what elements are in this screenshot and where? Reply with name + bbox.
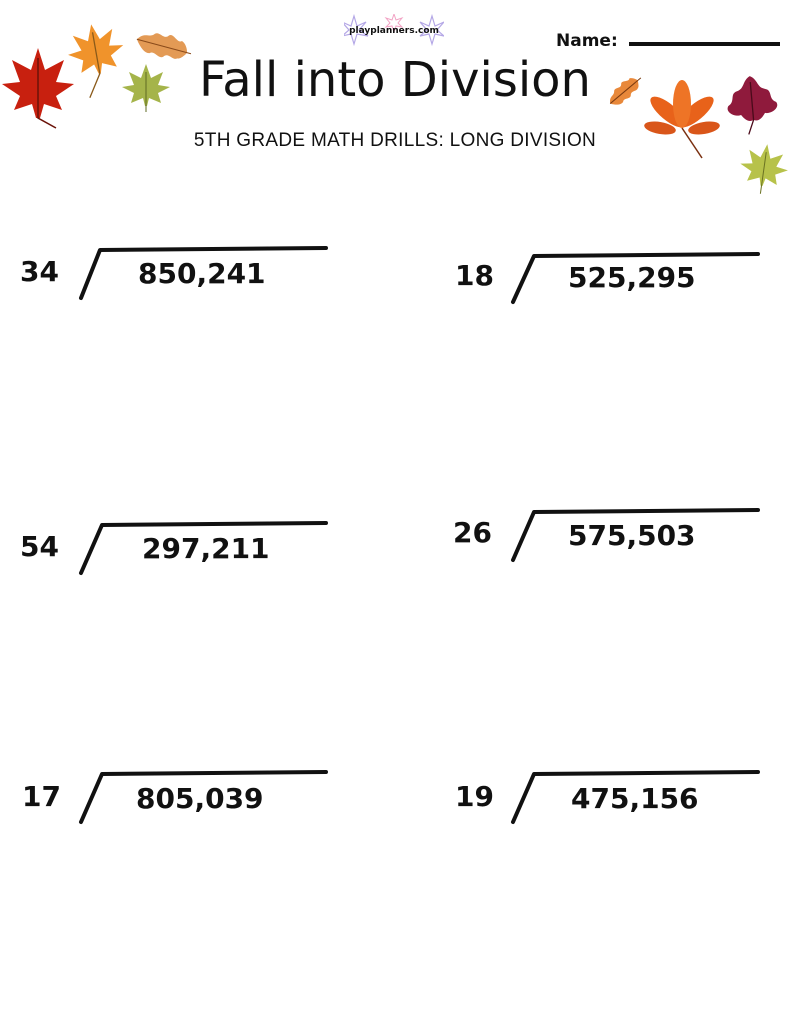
problem-1-divisor: 34 bbox=[20, 255, 59, 288]
problem-4-divisor: 26 bbox=[453, 516, 492, 549]
olive-maple-leaf-icon bbox=[737, 141, 791, 197]
page-subtitle: 5TH GRADE MATH DRILLS: LONG DIVISION bbox=[193, 130, 597, 151]
name-label: Name: bbox=[556, 31, 618, 51]
problem-6-divisor: 19 bbox=[455, 780, 494, 813]
problem-5-dividend: 805,039 bbox=[136, 782, 264, 815]
problem-3-divisor: 54 bbox=[20, 530, 59, 563]
problem-2-dividend: 525,295 bbox=[568, 261, 696, 294]
green-maple-leaf-icon bbox=[122, 64, 170, 112]
maroon-oak-leaf-icon bbox=[725, 74, 780, 136]
problem-4-dividend: 575,503 bbox=[568, 519, 696, 552]
problem-6-dividend: 475,156 bbox=[571, 782, 699, 815]
name-write-line bbox=[629, 42, 780, 46]
page-title: Fall into Division bbox=[199, 52, 591, 108]
brand-logo: playplanners.com bbox=[349, 26, 439, 36]
problem-3-dividend: 297,211 bbox=[142, 532, 270, 565]
problem-5-divisor: 17 bbox=[22, 780, 61, 813]
chestnut-leaf-icon bbox=[643, 80, 721, 158]
problem-2-divisor: 18 bbox=[455, 259, 494, 292]
problem-1-dividend: 850,241 bbox=[138, 257, 266, 290]
red-maple-leaf-icon bbox=[2, 48, 74, 128]
orange-maple-leaf-icon bbox=[64, 20, 132, 101]
small-oak-leaf-icon bbox=[605, 71, 646, 109]
